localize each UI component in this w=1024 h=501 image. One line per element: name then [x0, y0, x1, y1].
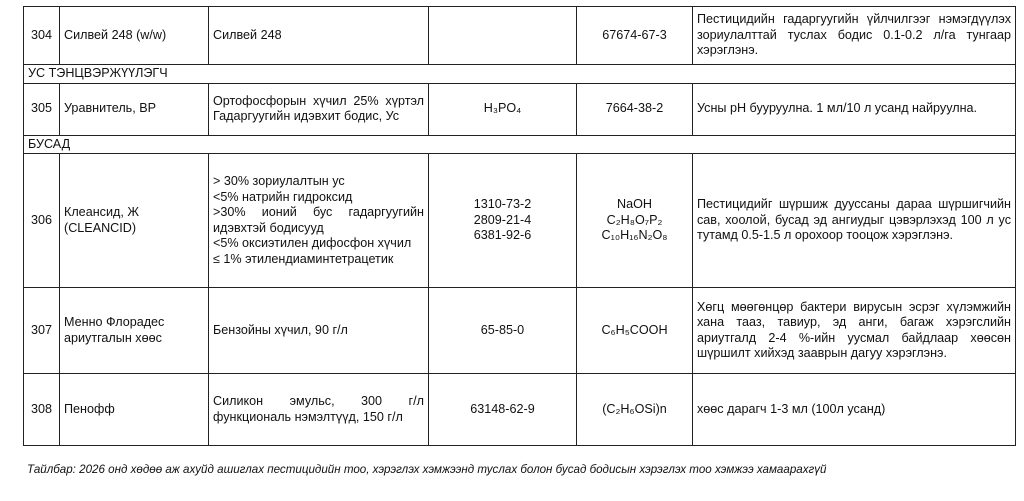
- row-number: 306: [24, 154, 60, 288]
- chemical-formula: (C₂H₆OSi)n: [577, 374, 693, 446]
- section-title: УС ТЭНЦВЭРЖҮҮЛЭГЧ: [24, 65, 1016, 84]
- chemical-formula: [577, 154, 693, 288]
- usage-text: Пестицидийн гадаргуугийн үйлчилгээг нэмэгдүүлэх зориулалттай туслах бодис 0.1-0.2 л/га тунгаар хэрэглэнэ.: [693, 7, 1016, 65]
- table-row: [24, 154, 1016, 288]
- product-name: Пенофф: [60, 374, 209, 446]
- ingredient-line: >30% ионий бус гадаргуугийн идэвхтэй бодисууд: [213, 205, 424, 235]
- cas-line: 6381-92-6: [473, 228, 532, 243]
- cas-number: 7664-38-2: [577, 83, 693, 135]
- section-title: БУСАД: [24, 135, 1016, 154]
- formula-line: C₁₀H₁₆N₂O₈: [601, 228, 668, 243]
- usage-text: Хөгц мөөгөнцөр бактери вирусын эсрэг хүлэмжийн хана тааз, тавиур, эд анги, багаж хэрэгслийн ариутгалд 2-4 %-ийн уусмал байдлаар хөөсөн шүршилт хийхэд зааврын дагуу хэрэглэнэ.: [693, 288, 1016, 374]
- cas-number: [429, 154, 577, 288]
- ingredient-line: ≤ 1% этилендиаминтетрацетик: [213, 251, 394, 266]
- section-row: [24, 65, 1016, 84]
- active-ingredient: [209, 154, 429, 288]
- product-name: Менно Флорадес ариутгалын хөөс: [60, 288, 209, 374]
- row-number: 308: [24, 374, 60, 446]
- chemical-formula: H₃PO₄: [429, 83, 577, 135]
- cas-line: 2809-21-4: [473, 212, 532, 227]
- product-name: Клеансид, Ж (CLEANCID): [60, 154, 209, 288]
- table-row: [24, 374, 1016, 446]
- cas-line: 1310-73-2: [473, 197, 532, 212]
- cas-number: 67674-67-3: [577, 7, 693, 65]
- row-number: 305: [24, 83, 60, 135]
- usage-text: хөөс дарагч 1-3 мл (100л усанд): [693, 374, 1016, 446]
- ingredient-line: <5% натрийн гидроксид: [213, 189, 353, 204]
- cas-number: 65-85-0: [429, 288, 577, 374]
- formula-line: C₂H₈O₇P₂: [606, 212, 663, 227]
- active-ingredient: Бензойны хүчил, 90 г/л: [209, 288, 429, 374]
- chemical-formula: [429, 7, 577, 65]
- usage-text: Усны pH бууруулна. 1 мл/10 л усанд найруулна.: [693, 83, 1016, 135]
- section-row: [24, 135, 1016, 154]
- product-name: Силвей 248 (w/w): [60, 7, 209, 65]
- ingredient-line: > 30% зориулалтын ус: [213, 174, 345, 188]
- table-row: [24, 7, 1016, 65]
- row-number: 307: [24, 288, 60, 374]
- ingredient-line: <5% оксиэтилен дифосфон хүчил: [213, 236, 412, 250]
- product-name: Уравнитель, ВР: [60, 83, 209, 135]
- table-row: [24, 83, 1016, 135]
- chemical-formula: C₆H₅COOH: [577, 288, 693, 374]
- usage-text: Пестицидийг шүршиж дуусcаны дараа шүршигчийн сав, хоолой, бусад эд ангиудыг цэвэрлэхэд 100 л ус тутамд 0.5-1.5 л орохоор тооцож хэрэглэнэ.: [693, 154, 1016, 288]
- formula-line: NaOH: [617, 197, 652, 212]
- footnote: Тайлбар: 2026 онд хөдөө аж ахуйд ашиглах пестицидийн тоо, хэрэглэх хэмжээнд туслах болон бусад бодисын хэрэглэх тоо хэмжээ хамаарахгүй: [27, 463, 827, 476]
- active-ingredient: Силикон эмульс, 300 г/л функциональ нэмэлтүүд, 150 г/л: [209, 374, 429, 446]
- row-number: 304: [24, 7, 60, 65]
- active-ingredient: Ортофосфорын хүчил 25% хүртэл Гадаргуугийн идэвхит бодис, Ус: [209, 83, 429, 135]
- cas-number: 63148-62-9: [429, 374, 577, 446]
- active-ingredient: Силвей 248: [209, 7, 429, 65]
- pesticide-table: [23, 6, 1016, 446]
- table-row: [24, 288, 1016, 374]
